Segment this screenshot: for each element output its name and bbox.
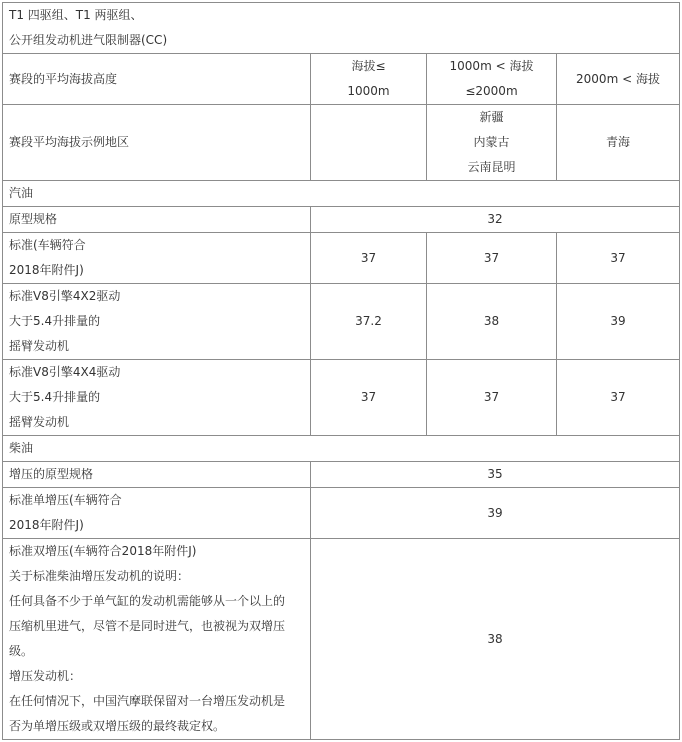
label-line: 摇臂发动机 — [9, 415, 70, 429]
header-line: 海拔≤ — [351, 59, 386, 73]
section-title: 汽油 — [3, 181, 680, 207]
row-value: 39 — [557, 284, 680, 360]
row-label — [3, 539, 311, 740]
region-line: 云南昆明 — [467, 160, 516, 174]
region-line: 内蒙古 — [473, 135, 510, 149]
label-line: 压缩机里进气，尽管不是同时进气，也被视为双增压 — [9, 619, 286, 633]
title-line: 公开组发动机进气限制器(CC) — [9, 33, 168, 47]
table-row — [3, 462, 680, 488]
region-col-1 — [311, 105, 427, 181]
table-row — [3, 207, 680, 233]
label-line: 标准单增压(车辆符合 — [9, 493, 122, 507]
label-line: 在任何情况下，中国汽摩联保留对一台增压发动机是 — [9, 694, 286, 708]
table-row — [3, 233, 680, 284]
header-line: ≤2000m — [465, 84, 518, 98]
row-label: 增压的原型规格 — [3, 462, 311, 488]
region-line: 青海 — [605, 135, 630, 149]
row-label — [3, 284, 311, 360]
region-col-2 — [427, 105, 557, 181]
label-line: 增压发动机： — [9, 669, 82, 683]
header-line: 1000m — [347, 84, 390, 98]
label-line: 2018年附件J) — [9, 518, 84, 532]
table-row — [3, 539, 680, 740]
label-line: 大于5.4升排量的 — [9, 314, 101, 328]
table-title — [3, 3, 680, 54]
label-line: 否为单增压级或双增压级的最终裁定权。 — [9, 719, 226, 733]
title-line: T1 四驱组、T1 两驱组、 — [9, 8, 143, 22]
label-line: 标准双增压(车辆符合2018年附件J) — [9, 544, 197, 558]
label-line: 大于5.4升排量的 — [9, 390, 101, 404]
label-line: 标准(车辆符合 — [9, 238, 86, 252]
label-line: 摇臂发动机 — [9, 339, 70, 353]
header-line: 1000m < 海拔 — [449, 59, 534, 73]
label-line: 标准V8引擎4X2驱动 — [9, 289, 121, 303]
row-label — [3, 233, 311, 284]
region-row — [3, 105, 680, 181]
altitude-header-row — [3, 54, 680, 105]
row-label — [3, 360, 311, 436]
row-value: 38 — [427, 284, 557, 360]
region-col-3 — [557, 105, 680, 181]
altitude-col-2 — [427, 54, 557, 105]
table-row — [3, 360, 680, 436]
label-line: 级。 — [9, 644, 34, 658]
row-label: 原型规格 — [3, 207, 311, 233]
row-value: 38 — [311, 539, 680, 740]
label-line: 关于标准柴油增压发动机的说明： — [9, 569, 190, 583]
row-value: 37 — [427, 233, 557, 284]
table-title-row — [3, 3, 680, 54]
region-line: 新疆 — [479, 110, 504, 124]
row-value: 37 — [427, 360, 557, 436]
row-value: 37 — [557, 233, 680, 284]
altitude-label: 赛段的平均海拔高度 — [3, 54, 311, 105]
altitude-col-1 — [311, 54, 427, 105]
section-title: 柴油 — [3, 436, 680, 462]
table-row — [3, 284, 680, 360]
row-value: 37 — [311, 360, 427, 436]
row-value: 37 — [311, 233, 427, 284]
intake-restrictor-table — [2, 2, 680, 740]
label-line: 任何具备不少于单气缸的发动机需能够从一个以上的 — [9, 594, 286, 608]
row-value: 39 — [311, 488, 680, 539]
region-label: 赛段平均海拔示例地区 — [3, 105, 311, 181]
label-line: 2018年附件J) — [9, 263, 84, 277]
section-row-diesel — [3, 436, 680, 462]
row-value: 32 — [311, 207, 680, 233]
row-value: 37 — [557, 360, 680, 436]
label-line: 标准V8引擎4X4驱动 — [9, 365, 121, 379]
section-row-gasoline — [3, 181, 680, 207]
header-line: 2000m < 海拔 — [576, 71, 660, 86]
table-row — [3, 488, 680, 539]
row-label — [3, 488, 311, 539]
row-value: 37.2 — [311, 284, 427, 360]
altitude-col-3 — [557, 54, 680, 105]
row-value: 35 — [311, 462, 680, 488]
